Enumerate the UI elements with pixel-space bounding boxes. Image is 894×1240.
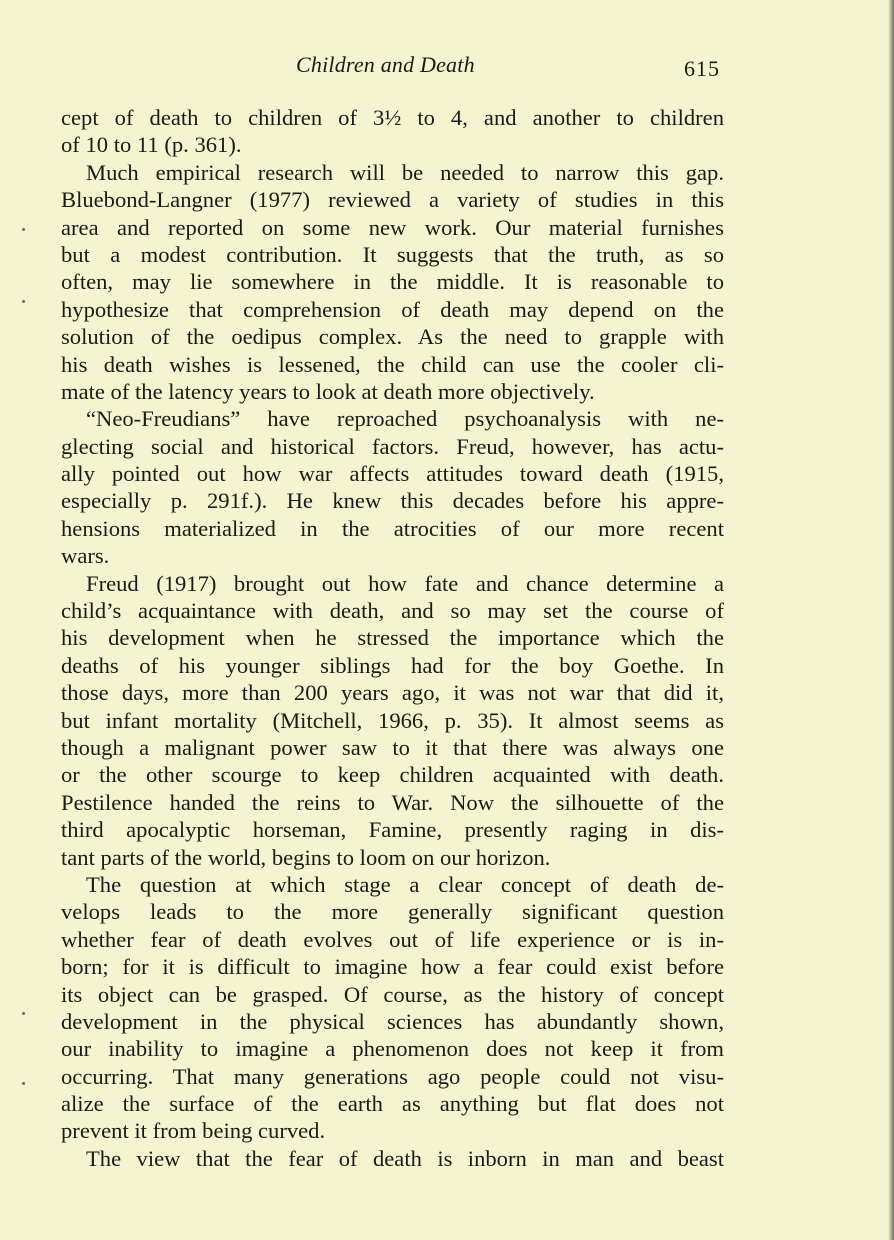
text-line: tant parts of the world, begins to loom on our horizon. [61, 844, 551, 870]
paragraph-first-line: The view that the fear of death is inborn in man and beast [86, 1145, 724, 1171]
text-line: Pestilence handed the reins to War. Now the silhouette of the [61, 789, 724, 815]
text-line: area and reported on some new work. Our material furnishes [61, 214, 724, 240]
text-line: deaths of his younger siblings had for the boy Goethe. In [61, 652, 724, 678]
margin-speck [22, 1012, 25, 1015]
text-line: often, may lie somewhere in the middle. It is reasonable to [61, 269, 724, 295]
text-line: whether fear of death evolves out of life experience or is in- [61, 926, 724, 952]
paragraph-first-line: Much empirical research will be needed to narrow this gap. [86, 159, 724, 185]
text-line: development in the physical sciences has abundantly shown, [61, 1008, 724, 1034]
text-line: of 10 to 11 (p. 361). [61, 132, 242, 158]
text-line: alize the surface of the earth as anything but flat does not [61, 1091, 724, 1117]
paragraph-first-line: The question at which stage a clear concept of death de- [86, 871, 724, 897]
text-line: velops leads to the more generally significant question [61, 899, 724, 925]
text-line: solution of the oedipus complex. As the need to grapple with [61, 324, 724, 350]
text-line: third apocalyptic horseman, Famine, presently raging in dis- [61, 817, 724, 843]
text-line: especially p. 291f.). He knew this decades before his appre- [61, 488, 724, 514]
paragraph-first-line: “Neo-Freudians” have reproached psychoanalysis with ne- [86, 406, 724, 432]
text-line: but a modest contribution. It suggests that the truth, as so [61, 241, 724, 267]
text-line: those days, more than 200 years ago, it was not war that did it, [61, 680, 724, 706]
margin-speck [22, 1082, 25, 1085]
running-head [0, 52, 894, 82]
text-line: his development when he stressed the importance which the [61, 625, 724, 651]
text-line: prevent it from being curved. [61, 1118, 326, 1144]
page-number: 615 [684, 56, 720, 81]
margin-speck [22, 228, 25, 231]
text-line: cept of death to children of 3½ to 4, and another to children [61, 105, 724, 130]
body-text [61, 104, 724, 1172]
text-line: its object can be grasped. Of course, as the history of concept [61, 981, 724, 1007]
paragraph-first-line: Freud (1917) brought out how fate and chance determine a [86, 570, 724, 596]
text-line: ally pointed out how war affects attitudes toward death (1915, [61, 461, 724, 487]
margin-speck [22, 300, 25, 303]
text-line: child’s acquaintance with death, and so may set the course of [61, 598, 724, 624]
text-line: our inability to imagine a phenomenon does not keep it from [61, 1036, 724, 1062]
text-line: Bluebond-Langner (1977) reviewed a variety of studies in this [61, 187, 724, 213]
text-line: wars. [61, 543, 110, 569]
text-line: occurring. That many generations ago people could not visu- [61, 1063, 724, 1089]
text-line: mate of the latency years to look at death more objectively. [61, 378, 595, 404]
text-line: hensions materialized in the atrocities of our more recent [61, 515, 724, 541]
text-line: glecting social and historical factors. Freud, however, has actu- [61, 433, 724, 459]
text-line: though a malignant power saw to it that there was always one [61, 734, 724, 760]
text-line: born; for it is difficult to imagine how a fear could exist before [61, 954, 724, 980]
running-title: Children and Death [296, 52, 475, 77]
text-line: but infant mortality (Mitchell, 1966, p. 35). It almost seems as [61, 707, 724, 733]
text-line: hypothesize that comprehension of death may depend on the [61, 296, 724, 322]
text-line: his death wishes is lessened, the child can use the cooler cli- [61, 351, 724, 377]
text-line: or the other scourge to keep children acquainted with death. [61, 762, 724, 788]
page-edge-shadow [888, 0, 894, 1240]
